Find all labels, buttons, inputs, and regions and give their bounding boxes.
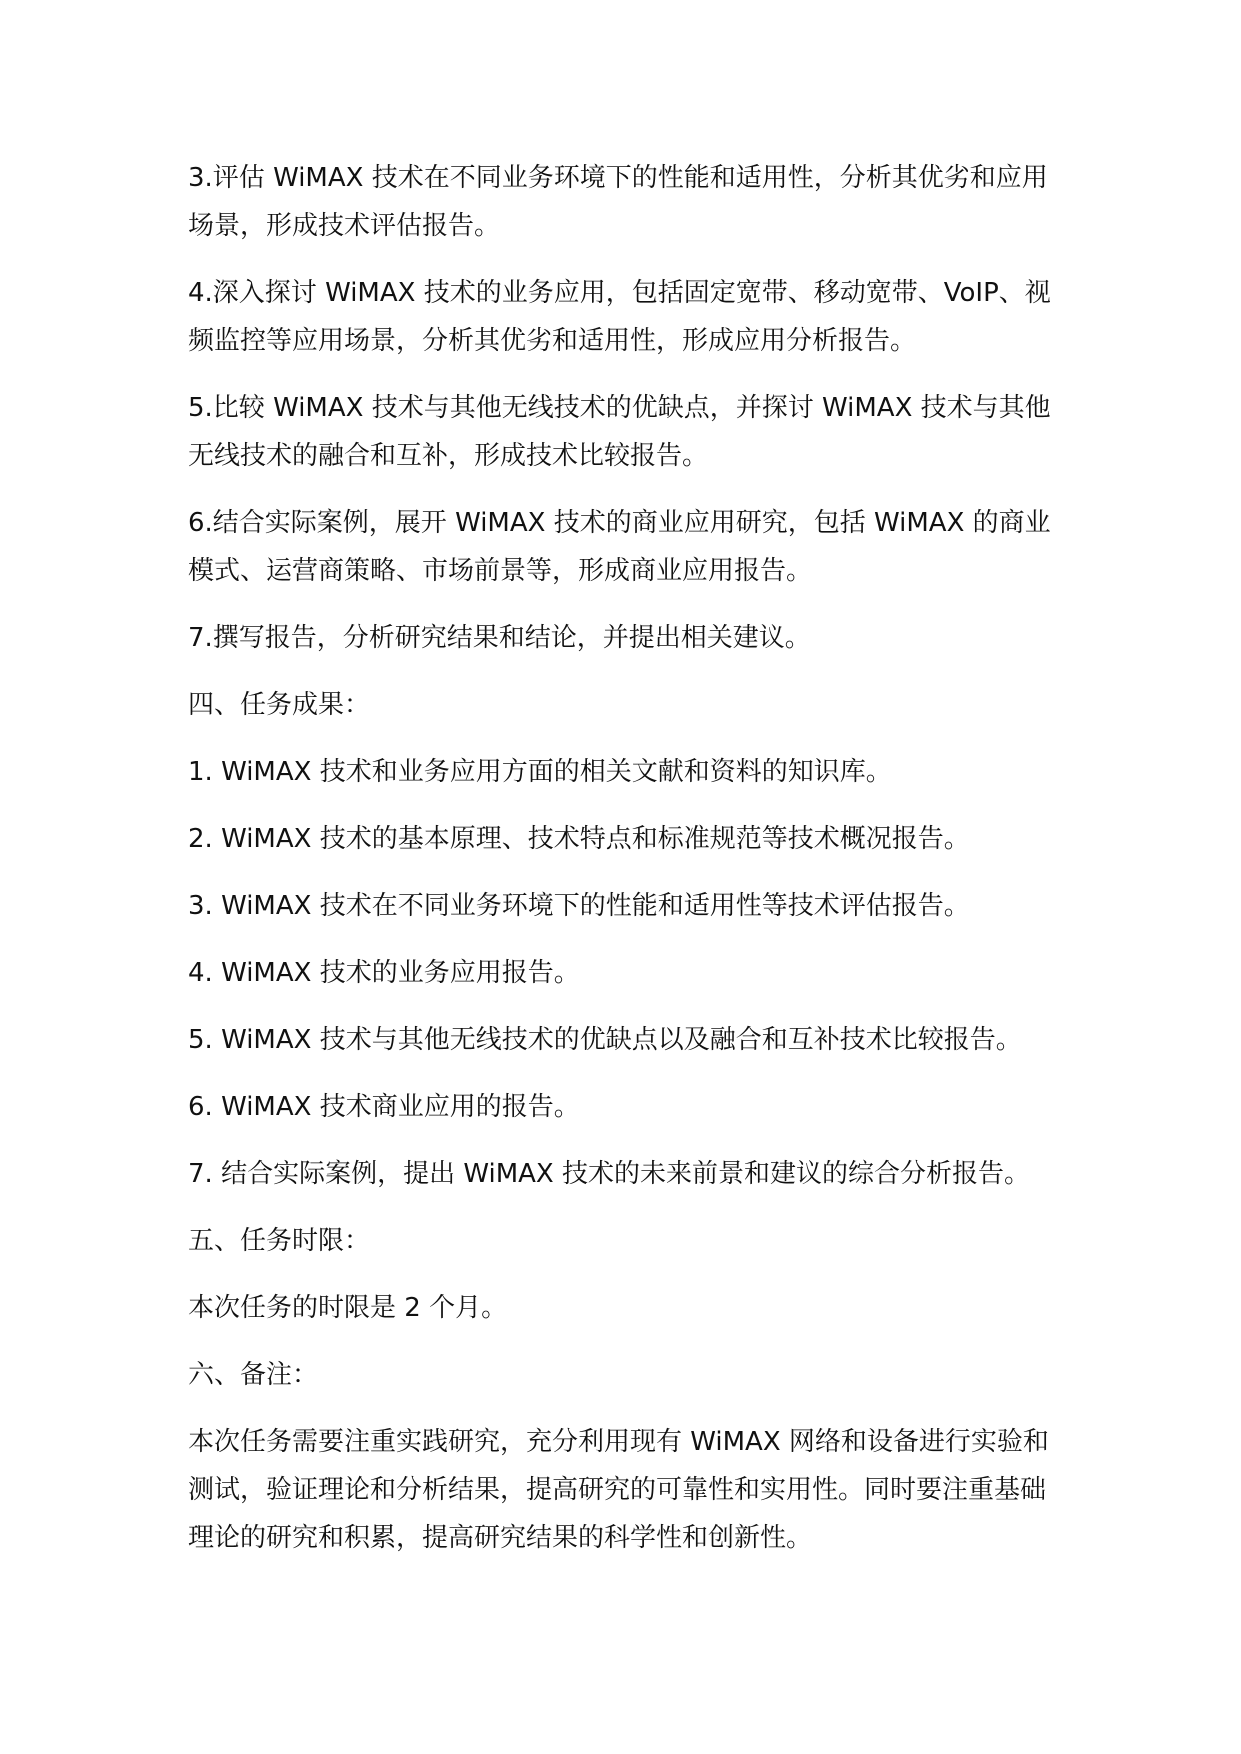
result-item-1: 1. WiMAX 技术和业务应用方面的相关文献和资料的知识库。 (188, 757, 892, 787)
paragraph-item-6: 6.结合实际案例，展开 WiMAX 技术的商业应用研究，包括 WiMAX 的商业模式、运营商策略、市场前景等，形成商业应用报告。 (188, 508, 1051, 586)
paragraph-item-5: 5.比较 WiMAX 技术与其他无线技术的优缺点，并探讨 WiMAX 技术与其他无线技术的融合和互补，形成技术比较报告。 (188, 393, 1051, 471)
paragraph-item-3: 3.评估 WiMAX 技术在不同业务环境下的性能和适用性，分析其优劣和应用场景，形成技术评估报告。 (188, 163, 1048, 241)
remarks-text: 本次任务需要注重实践研究，充分利用现有 WiMAX 网络和设备进行实验和测试，验证理论和分析结果，提高研究的可靠性和实用性。同时要注重基础理论的研究和积累，提高研究结果的科学性和创新性。 (188, 1427, 1049, 1553)
result-item-2: 2. WiMAX 技术的基本原理、技术特点和标准规范等技术概况报告。 (188, 824, 970, 854)
document-page (188, 154, 1068, 1562)
deadline-text: 本次任务的时限是 2 个月。 (188, 1293, 508, 1323)
section-heading-results: 四、任务成果： (188, 690, 371, 720)
result-item-6: 6. WiMAX 技术商业应用的报告。 (188, 1092, 580, 1122)
paragraph-item-4: 4.深入探讨 WiMAX 技术的业务应用，包括固定宽带、移动宽带、VoIP、视频监控等应用场景，分析其优劣和适用性，形成应用分析报告。 (188, 278, 1051, 356)
section-heading-remarks: 六、备注： (188, 1360, 319, 1390)
result-item-5: 5. WiMAX 技术与其他无线技术的优缺点以及融合和互补技术比较报告。 (188, 1025, 1022, 1055)
result-item-4: 4. WiMAX 技术的业务应用报告。 (188, 958, 580, 988)
section-heading-deadline: 五、任务时限： (188, 1226, 371, 1256)
result-item-7: 7. 结合实际案例，提出 WiMAX 技术的未来前景和建议的综合分析报告。 (188, 1159, 1030, 1189)
paragraph-item-7: 7.撰写报告，分析研究结果和结论，并提出相关建议。 (188, 623, 811, 653)
result-item-3: 3. WiMAX 技术在不同业务环境下的性能和适用性等技术评估报告。 (188, 891, 970, 921)
